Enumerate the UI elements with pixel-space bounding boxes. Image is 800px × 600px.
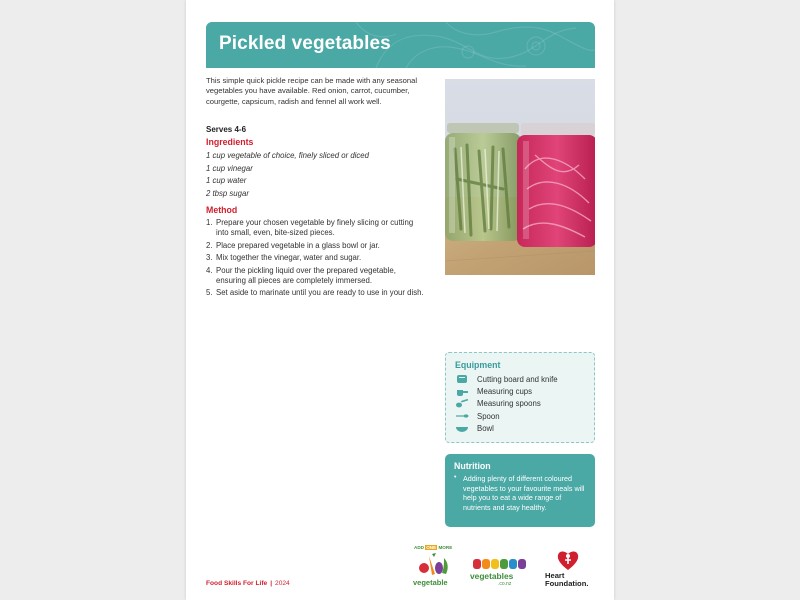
step-text: Pour the pickling liquid over the prepared vegetable, ensuring all pieces are completely immersed. xyxy=(216,265,396,286)
equipment-item xyxy=(455,410,558,422)
method-step xyxy=(206,266,424,287)
equipment-box xyxy=(445,352,595,443)
step-text: Place prepared vegetable in a glass bowl or jar. xyxy=(216,240,380,250)
step-number: 5. xyxy=(206,288,213,298)
ingredient-item: 1 cup vegetable of choice, finely sliced or diced xyxy=(206,151,369,160)
logo-vegetable-word: vegetable xyxy=(413,578,448,587)
method-step xyxy=(206,241,424,251)
method-list xyxy=(206,218,424,301)
equipment-item xyxy=(455,373,558,385)
ingredient-item: 2 tbsp sugar xyxy=(206,188,249,198)
method-step xyxy=(206,253,424,263)
step-number: 1. xyxy=(206,218,213,227)
heart-foundation-logo xyxy=(544,548,596,590)
ingredient-item: 1 cup vinegar xyxy=(206,163,253,173)
heart-icon xyxy=(556,548,580,572)
title-banner xyxy=(206,22,595,68)
ingredients-heading: Ingredients xyxy=(206,137,254,147)
logo-add-text: ADD xyxy=(414,545,424,550)
step-text: Prepare your chosen vegetable by finely slicing or cutting into small, even, bite-sized pieces. xyxy=(216,218,414,238)
bowl-icon xyxy=(455,424,469,434)
footer-year: 2024 xyxy=(275,580,290,587)
add-one-more-vegetable-logo xyxy=(412,545,458,590)
nutrition-text: Adding plenty of different coloured vegetables to your favourite meals will help you to eat a wide range of nutrients and stay healthy. xyxy=(463,474,585,512)
logo-foundation-word: Foundation. xyxy=(545,579,589,588)
equipment-list xyxy=(455,373,558,435)
equipment-label: Measuring spoons xyxy=(477,399,541,409)
logo-more-text: MORE xyxy=(438,545,453,550)
step-text: Mix together the vinegar, water and sugar. xyxy=(216,253,362,263)
bullet-icon: • xyxy=(454,474,457,481)
logo-one-text: ONE xyxy=(426,545,437,550)
equipment-label: Bowl xyxy=(477,424,494,434)
footer-brand: Food Skills For Life xyxy=(206,580,268,587)
equipment-heading: Equipment xyxy=(455,360,501,370)
serves-label: Serves 4-6 xyxy=(206,125,247,134)
measuring-cup-icon xyxy=(455,387,469,397)
equipment-label: Measuring cups xyxy=(477,387,533,397)
colour-squares-icon xyxy=(473,558,527,570)
method-step xyxy=(206,218,424,239)
ingredients-list xyxy=(206,150,369,200)
step-text: Set aside to marinate until you are ready to use in your dish. xyxy=(216,288,424,298)
equipment-item xyxy=(455,385,558,397)
equipment-item xyxy=(455,398,558,410)
ingredient-item: 1 cup water xyxy=(206,176,247,186)
vegetable-bunch-icon xyxy=(418,552,452,578)
step-number: 4. xyxy=(206,265,213,275)
equipment-label: Cutting board and knife xyxy=(477,374,558,384)
pickle-jars-photo xyxy=(445,79,595,275)
vegetables-nz-logo xyxy=(470,558,530,588)
measuring-spoon-icon xyxy=(455,399,469,409)
logo-domain-text: .co.nz xyxy=(498,581,512,587)
logo-heart-word: Heart xyxy=(545,571,565,580)
nutrition-box xyxy=(445,454,595,527)
step-number: 3. xyxy=(206,253,213,263)
footer-separator: | xyxy=(270,580,273,587)
intro-text: This simple quick pickle recipe can be made with any seasonal vegetables you have available. Red onion, carrot, cucumber, courgette, capsicum, radish and fennel all work well. xyxy=(206,76,418,106)
heart-foundation-wordmark xyxy=(545,572,588,588)
cutting-board-icon xyxy=(455,374,469,384)
recipe-card xyxy=(186,0,614,600)
logo-top-text xyxy=(414,545,452,550)
equipment-item xyxy=(455,423,558,435)
equipment-label: Spoon xyxy=(477,411,500,421)
step-number: 2. xyxy=(206,240,213,250)
method-heading: Method xyxy=(206,205,238,215)
spoon-icon xyxy=(455,411,469,421)
logo-vegetables-word: vegetables xyxy=(470,571,514,581)
method-step xyxy=(206,288,424,298)
footer xyxy=(206,580,290,587)
page-title: Pickled vegetables xyxy=(219,33,391,54)
nutrition-heading: Nutrition xyxy=(454,461,491,471)
